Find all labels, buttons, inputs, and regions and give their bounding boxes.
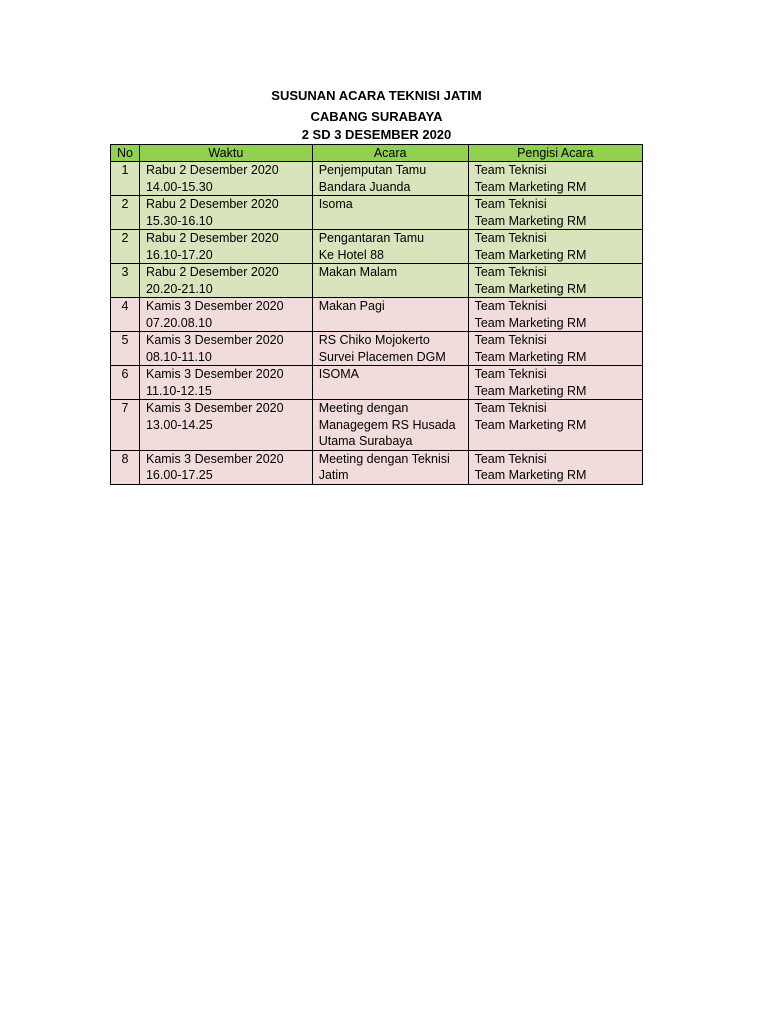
document-title: SUSUNAN ACARA TEKNISI JATIM xyxy=(271,88,482,103)
table-row xyxy=(111,298,643,332)
cell-no: 2 xyxy=(111,230,140,264)
cell-waktu-line: Rabu 2 Desember 2020 xyxy=(145,265,279,279)
cell-pengisi-line: Team Teknisi xyxy=(474,333,547,347)
cell-waktu-line: 08.10-11.10 xyxy=(145,349,212,364)
cell-acara-line: Penjemputan Tamu xyxy=(318,163,427,177)
cell-pengisi xyxy=(468,162,642,196)
cell-waktu xyxy=(139,400,312,451)
cell-acara-line: ISOMA xyxy=(318,367,359,381)
cell-no: 1 xyxy=(111,162,140,196)
cell-pengisi xyxy=(468,450,642,484)
cell-waktu-line: Kamis 3 Desember 2020 xyxy=(145,367,284,381)
cell-waktu-line: Kamis 3 Desember 2020 xyxy=(145,451,284,466)
cell-pengisi-line: Team Teknisi xyxy=(474,265,547,279)
cell-acara xyxy=(312,332,468,366)
cell-pengisi-line: Team Teknisi xyxy=(474,299,547,313)
cell-pengisi-line: Team Marketing RM xyxy=(474,349,587,364)
column-header-pengisi: Pengisi Acara xyxy=(468,145,642,162)
table-row xyxy=(111,332,643,366)
cell-pengisi-line: Team Marketing RM xyxy=(474,281,587,296)
cell-waktu xyxy=(139,332,312,366)
table-row xyxy=(111,264,643,298)
cell-pengisi xyxy=(468,264,642,298)
cell-no: 4 xyxy=(111,298,140,332)
cell-waktu xyxy=(139,264,312,298)
cell-pengisi-line: Team Marketing RM xyxy=(474,417,587,432)
cell-pengisi-line: Team Teknisi xyxy=(474,367,547,381)
cell-waktu-line: Kamis 3 Desember 2020 xyxy=(145,401,284,415)
cell-no: 8 xyxy=(111,450,140,484)
cell-pengisi xyxy=(468,230,642,264)
table-row xyxy=(111,162,643,196)
cell-pengisi-line: Team Teknisi xyxy=(474,231,547,245)
cell-acara xyxy=(312,450,468,484)
cell-pengisi xyxy=(468,298,642,332)
table-row xyxy=(111,400,643,451)
table-row xyxy=(111,196,643,230)
cell-no: 3 xyxy=(111,264,140,298)
cell-pengisi xyxy=(468,400,642,451)
cell-acara-line: Makan Pagi xyxy=(318,299,385,313)
cell-acara xyxy=(312,264,468,298)
cell-acara-line: Survei Placemen DGM xyxy=(318,349,446,364)
cell-acara xyxy=(312,366,468,400)
cell-waktu-line: Kamis 3 Desember 2020 xyxy=(145,299,284,313)
cell-waktu xyxy=(139,196,312,230)
cell-acara-line: Managegem RS Husada xyxy=(318,417,456,432)
cell-pengisi-line: Team Teknisi xyxy=(474,401,547,415)
cell-pengisi-line: Team Teknisi xyxy=(474,197,547,211)
cell-acara xyxy=(312,162,468,196)
cell-waktu-line: 16.10-17.20 xyxy=(145,247,213,262)
cell-waktu xyxy=(139,366,312,400)
cell-waktu xyxy=(139,298,312,332)
cell-acara-line: Isoma xyxy=(318,197,353,211)
table-row xyxy=(111,366,643,400)
column-header-acara: Acara xyxy=(312,145,468,162)
cell-acara xyxy=(312,196,468,230)
cell-waktu-line: 20.20-21.10 xyxy=(145,281,213,296)
cell-pengisi-line: Team Teknisi xyxy=(474,163,547,177)
cell-acara xyxy=(312,230,468,264)
cell-acara-line: RS Chiko Mojokerto xyxy=(318,333,430,347)
cell-waktu xyxy=(139,450,312,484)
cell-no: 2 xyxy=(111,196,140,230)
table-row xyxy=(111,230,643,264)
cell-waktu-line: Rabu 2 Desember 2020 xyxy=(145,231,279,245)
cell-no: 6 xyxy=(111,366,140,400)
cell-waktu-line: 13.00-14.25 xyxy=(145,417,213,432)
schedule-table xyxy=(110,144,643,485)
column-header-no: No xyxy=(111,145,140,162)
cell-waktu-line: 07.20.08.10 xyxy=(145,315,213,330)
cell-pengisi-line: Team Marketing RM xyxy=(474,247,587,262)
document-subtitle: CABANG SURABAYA xyxy=(310,109,443,124)
table-body xyxy=(111,162,643,485)
cell-pengisi xyxy=(468,366,642,400)
cell-acara xyxy=(312,298,468,332)
column-header-waktu: Waktu xyxy=(139,145,312,162)
cell-no: 5 xyxy=(111,332,140,366)
cell-acara-line: Makan Malam xyxy=(318,265,398,279)
cell-waktu xyxy=(139,162,312,196)
cell-pengisi-line: Team Marketing RM xyxy=(474,213,587,228)
cell-waktu-line: 11.10-12.15 xyxy=(145,383,212,398)
cell-acara-line: Pengantaran Tamu xyxy=(318,231,425,245)
cell-acara-line: Ke Hotel 88 xyxy=(318,247,385,262)
cell-pengisi-line: Team Marketing RM xyxy=(474,468,587,482)
table-header-row xyxy=(111,145,643,162)
cell-waktu xyxy=(139,230,312,264)
cell-pengisi-line: Team Marketing RM xyxy=(474,179,587,194)
cell-acara-line: Bandara Juanda xyxy=(318,179,411,194)
cell-pengisi-line: Team Teknisi xyxy=(474,451,547,466)
cell-acara-line: Jatim xyxy=(318,468,349,482)
cell-pengisi-line: Team Marketing RM xyxy=(474,383,587,398)
cell-waktu-line: 15.30-16.10 xyxy=(145,213,213,228)
cell-waktu-line: 14.00-15.30 xyxy=(145,179,213,194)
cell-acara xyxy=(312,400,468,451)
cell-acara-line: Meeting dengan Teknisi xyxy=(318,451,450,466)
cell-pengisi xyxy=(468,196,642,230)
cell-acara-line: Utama Surabaya xyxy=(318,434,413,448)
cell-pengisi xyxy=(468,332,642,366)
cell-waktu-line: 16.00-17.25 xyxy=(145,468,213,482)
cell-pengisi-line: Team Marketing RM xyxy=(474,315,587,330)
cell-waktu-line: Rabu 2 Desember 2020 xyxy=(145,163,279,177)
cell-acara-line: Meeting dengan xyxy=(318,401,409,415)
cell-no: 7 xyxy=(111,400,140,451)
table-row xyxy=(111,450,643,484)
cell-waktu-line: Kamis 3 Desember 2020 xyxy=(145,333,284,347)
cell-waktu-line: Rabu 2 Desember 2020 xyxy=(145,197,279,211)
document-date-range: 2 SD 3 DESEMBER 2020 xyxy=(301,127,452,142)
